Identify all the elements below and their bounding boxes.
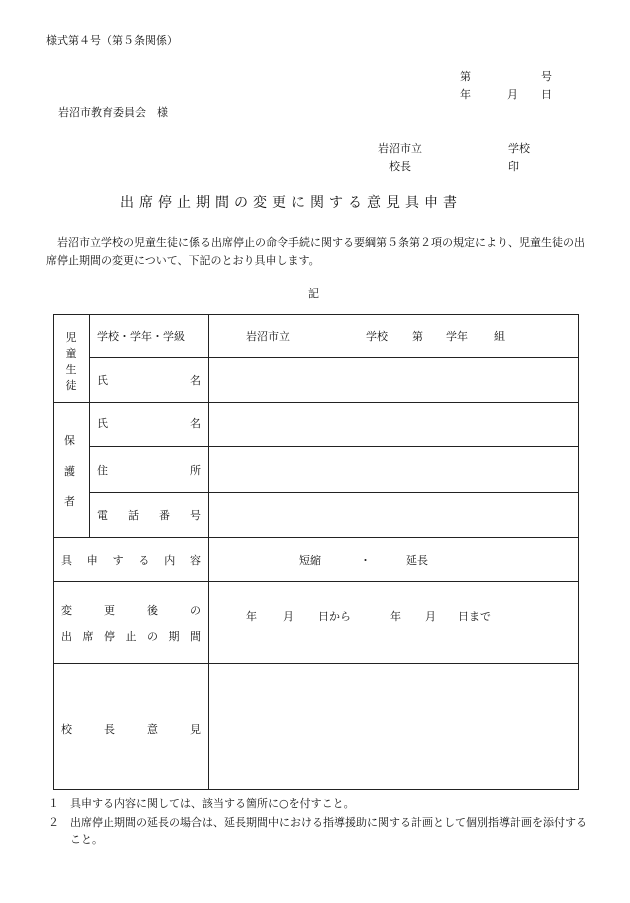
option-extend[interactable]: 延長 (406, 554, 428, 567)
date-year: 年 (460, 88, 471, 101)
value-grade: 学年 (446, 330, 468, 343)
note-item: ２ 出席停止期間の延長の場合は、延長期間中における指導援助に関する計画として個別指導計画を添付すること。 (48, 816, 587, 846)
student-name-field[interactable] (214, 363, 572, 397)
sender-city-school: 岩沼市立 (378, 142, 422, 155)
value-school: 学校 (366, 330, 388, 343)
value-city: 岩沼市立 (246, 330, 290, 343)
opinion-label: 校 長 意 見 (61, 723, 201, 736)
date-day: 日 (541, 88, 552, 101)
notes (48, 795, 588, 848)
form-number: 様式第４号（第５条関係） (46, 34, 178, 47)
document-title: 出席停止期間の変更に関する意見具申書 (120, 195, 462, 211)
period-year-2: 年 (390, 610, 401, 623)
period-label-line1: 変 更 後 の (61, 604, 201, 617)
guardian-group-char-1: 保 (64, 434, 75, 447)
value-class: 組 (494, 330, 505, 343)
doc-number-suffix: 号 (541, 70, 552, 83)
period-day-from: 日から (318, 610, 351, 623)
ki-label: 記 (308, 287, 319, 300)
sender-principal: 校長 (389, 160, 411, 173)
period-year-1: 年 (246, 610, 257, 623)
school-grade-label: 学校・学年・学級 (97, 330, 185, 343)
phone-field[interactable] (214, 498, 572, 532)
opinion-field[interactable] (214, 669, 572, 783)
sender-school: 学校 (508, 142, 530, 155)
option-shorten[interactable]: 短縮 (299, 554, 321, 567)
guardian-group-char-2: 護 (64, 465, 75, 478)
guardian-name-label: 氏 名 (97, 417, 201, 430)
guardian-group-char-3: 者 (64, 495, 75, 508)
option-separator: ・ (360, 554, 371, 567)
period-label-line2: 出 席 停 止 の 期 間 (61, 630, 201, 643)
address-field[interactable] (214, 452, 572, 486)
body-text: 岩沼市立学校の児童生徒に係る出席停止の命令手続に関する要綱第５条第２項の規定により、児童生徒の出席停止期間の変更について、下記のとおり具申します。 (46, 236, 585, 267)
period-month-2: 月 (425, 610, 436, 623)
student-name-label: 氏 名 (97, 374, 201, 387)
seal-mark: 印 (508, 160, 519, 173)
doc-number-prefix: 第 (460, 70, 471, 83)
period-day-until: 日まで (458, 610, 491, 623)
form-table (53, 314, 579, 790)
phone-label: 電 話 番 号 (97, 509, 201, 522)
date-month: 月 (507, 88, 518, 101)
guardian-name-field[interactable] (214, 408, 572, 442)
addressee: 岩沼市教育委員会 様 (58, 106, 168, 119)
period-month-1: 月 (283, 610, 294, 623)
student-group-label: 児童生徒 (65, 331, 77, 392)
period-field[interactable] (214, 587, 572, 657)
school-grade-field[interactable] (214, 320, 572, 352)
request-label: 具 申 す る 内 容 (61, 554, 201, 567)
note-item: １ 具申する内容に関しては、該当する箇所に○を付すこと。 (48, 797, 355, 810)
address-label: 住 所 (97, 464, 201, 477)
value-dai: 第 (412, 330, 423, 343)
